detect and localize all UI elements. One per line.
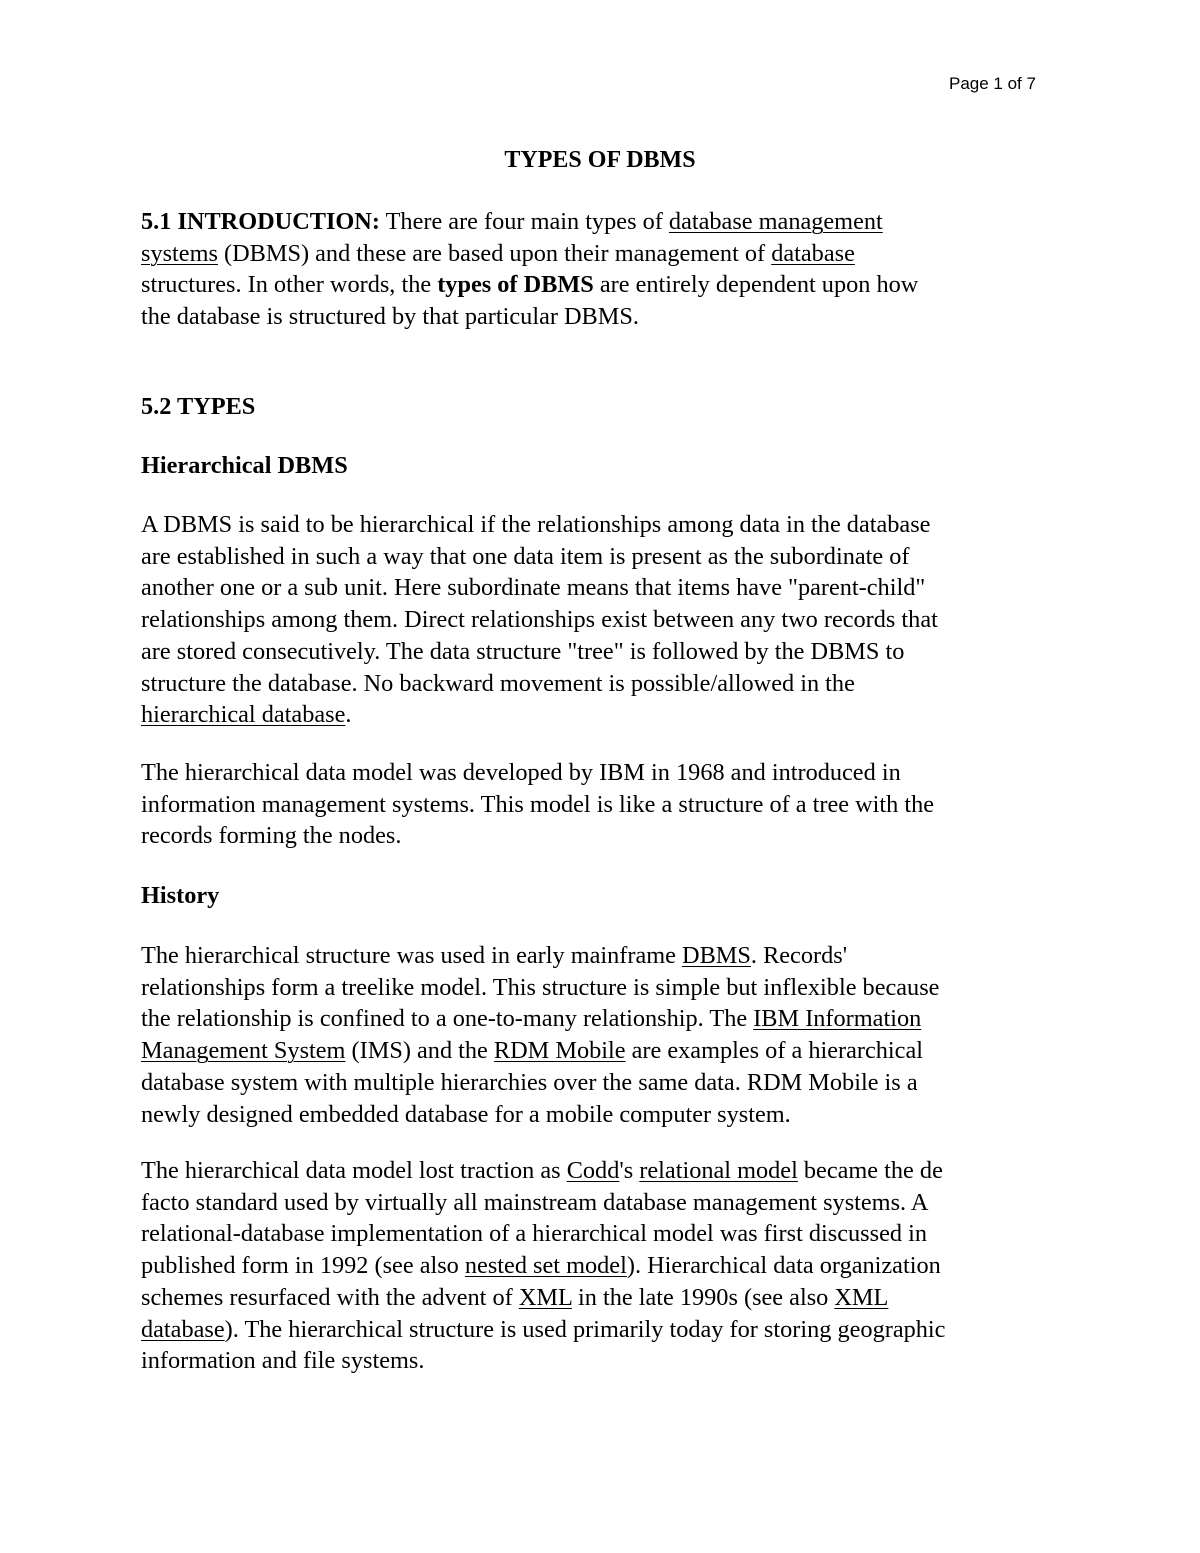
link-relational-model[interactable]: relational model [639,1157,798,1184]
document-title: TYPES OF DBMS [504,147,696,173]
link-ibm-information-management-system[interactable]: IBM Information [753,1005,922,1033]
link-hierarchical-database[interactable]: hierarchical database [141,701,346,729]
page-number: Page 1 of 7 [949,74,1036,93]
hierarchical-dbms-heading: Hierarchical DBMS [141,452,348,479]
introduction-paragraph: 5.1 INTRODUCTION: There are four main types of database management systems (DBMS) and these are based upon their management of database structures. In other words, the types of DBMS are entirely dependent upon how the database is structured by that particular DBMS. [141,208,919,331]
link-rdm-mobile[interactable]: RDM Mobile [493,1037,626,1065]
link-database-management-systems-cont[interactable]: systems [141,239,218,267]
link-nested-set-model[interactable]: nested set model [464,1252,627,1280]
link-ibm-information-management-system-cont[interactable]: Management System [141,1037,346,1065]
link-xml-database[interactable]: XML [834,1283,889,1311]
link-xml[interactable]: XML [518,1283,572,1311]
types-of-dbms-emphasis: types of DBMS [437,271,594,299]
data-model-paragraph: The hierarchical data model was developed by IBM in 1968 and introduced in information management systems. This model is like a structure of a tree with the records forming the nodes. [141,759,935,850]
introduction-label: 5.1 INTRODUCTION: [141,208,380,235]
link-database[interactable]: database [771,239,855,267]
history-heading: History [141,882,220,909]
link-dbms[interactable]: DBMS [682,942,751,969]
hierarchical-paragraph: A DBMS is said to be hierarchical if the relationships among data in the database are established in such a way that one data item is present as the subordinate of another one or a sub unit. Here subordinate means that items have "parent-child" relationships among them. Direct relationships exist between any two records that are stored consecutively. The data structure "tree" is followed by the DBMS to structure the database. No backward movement is possible/allowed in the hierarchical database. [141,511,938,729]
link-codd[interactable]: Codd [566,1157,620,1184]
types-heading: 5.2 TYPES [141,393,256,420]
history-paragraph: The hierarchical structure was used in early mainframe DBMS. Records' relationships form a treelike model. This structure is simple but inflexible because the relationship is confined to a one-to-many relationship. The IBM Information Management System (IMS) and the RDM Mobile are examples of a hierarchical database system with multiple hierarchies over the same data. RDM Mobile is a newly designed embedded database for a mobile computer system. [141,942,940,1128]
link-xml-database-cont[interactable]: database [141,1315,225,1343]
link-database-management-systems[interactable]: database management [668,208,883,235]
codd-paragraph: The hierarchical data model lost traction as Codd's relational model became the de facto standard used by virtually all mainstream database management systems. A relational-database implementation of a hierarchical model was first discussed in published form in 1992 (see also nested set model). Hierarchical data organization schemes resurfaced with the advent of XML in the late 1990s (see also XML database). The hierarchical structure is used primarily today for storing geographic information and file systems. [141,1157,946,1375]
